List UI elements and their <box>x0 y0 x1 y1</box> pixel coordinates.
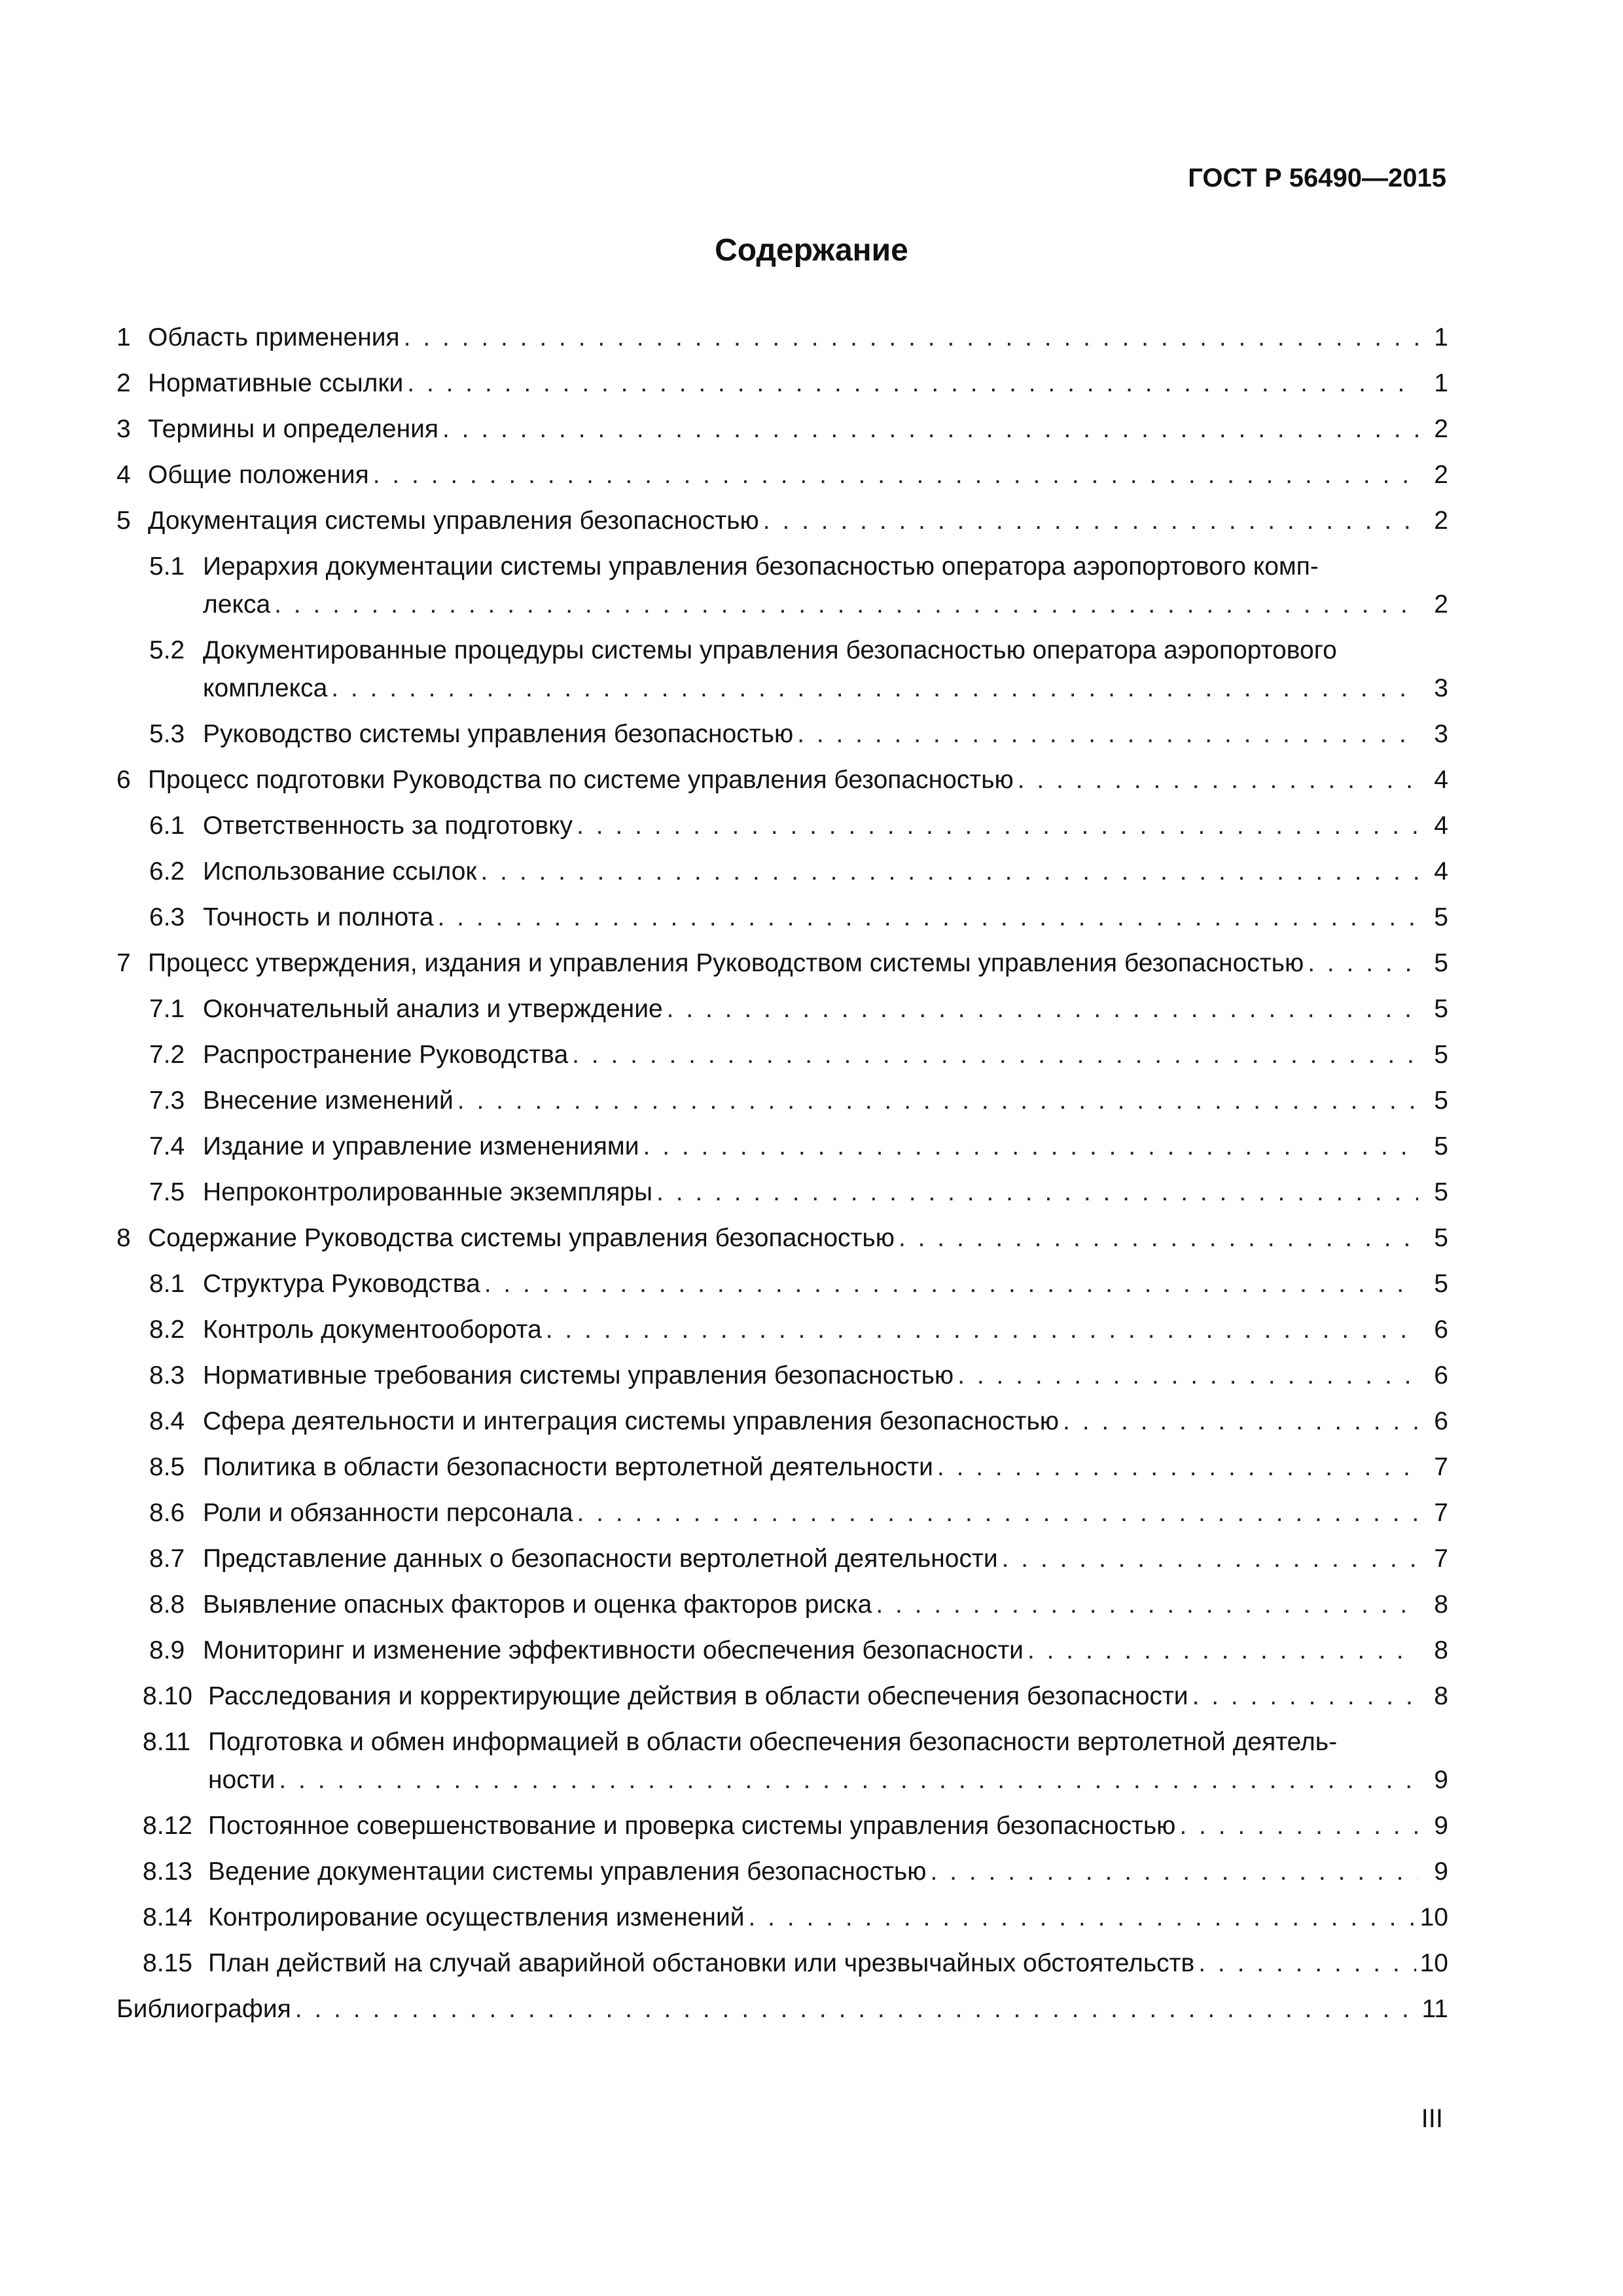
dot-leader <box>577 1494 1418 1532</box>
toc-entry-title: Представление данных о безопасности вертолетной деятельности <box>203 1545 998 1573</box>
toc-entry-page: 5 <box>1434 949 1448 977</box>
toc-entry <box>116 1494 1448 1532</box>
toc-entry <box>116 502 1448 540</box>
toc-entry-title: Окончательный анализ и утверждение <box>203 995 663 1023</box>
dot-leader <box>1192 1677 1418 1715</box>
toc-entry <box>116 899 1448 937</box>
toc-entry-title: Нормативные требования системы управления безопасностью <box>203 1361 954 1390</box>
toc-entry-number: 7.2 <box>149 1041 185 1069</box>
dot-leader <box>404 319 1418 357</box>
toc-entry-number: 5.1 <box>149 552 185 581</box>
toc-entry <box>116 1403 1448 1441</box>
dot-leader <box>656 1174 1418 1211</box>
dot-leader <box>484 1265 1418 1303</box>
toc-entry-number: 7.4 <box>149 1132 185 1160</box>
dot-leader <box>1179 1807 1418 1845</box>
toc-entry-page: 9 <box>1434 1857 1448 1886</box>
dot-leader <box>1308 944 1418 982</box>
toc-entry-page: 5 <box>1434 1041 1448 1069</box>
toc-entry <box>116 761 1448 799</box>
toc-entry-number: 5.3 <box>149 720 185 748</box>
toc-entry-title: Структура Руководства <box>203 1270 480 1298</box>
dot-leader <box>876 1586 1418 1624</box>
toc-entry-title: Использование ссылок <box>203 857 477 886</box>
toc-entry-page: 6 <box>1434 1361 1448 1390</box>
toc-entry-title: Расследования и корректирующие действия в области обеспечения безопасности <box>208 1682 1188 1710</box>
toc-entry-number: 8.9 <box>149 1636 185 1664</box>
toc-entry-number: 8.8 <box>149 1590 185 1619</box>
toc-entry <box>116 1219 1448 1257</box>
toc-entry <box>116 1174 1448 1211</box>
toc-entry <box>116 807 1448 845</box>
toc-entry-number: 6.1 <box>149 812 185 840</box>
toc-entry-page: 5 <box>1434 1270 1448 1298</box>
toc-entry-page: 9 <box>1434 1812 1448 1840</box>
dot-leader <box>957 1357 1418 1395</box>
toc-entry <box>116 1265 1448 1303</box>
dot-leader <box>797 715 1418 753</box>
toc-entry-page: 10 <box>1419 1903 1448 1931</box>
toc-entry-number: 5.2 <box>149 636 185 664</box>
toc-entry-title: Ведение документации системы управления безопасностью <box>208 1857 927 1886</box>
toc-entry <box>116 1945 1448 1982</box>
toc-entry-page: 5 <box>1434 995 1448 1023</box>
dot-leader <box>1018 761 1418 799</box>
toc-entry-page: 5 <box>1434 1178 1448 1206</box>
toc-entry-page: 6 <box>1434 1316 1448 1344</box>
toc-entry-page: 1 <box>1434 323 1448 351</box>
toc-entry-number: 8.5 <box>149 1453 185 1481</box>
dot-leader <box>899 1219 1418 1257</box>
toc-entry-number: 7.3 <box>149 1086 185 1115</box>
toc-entry <box>116 1677 1448 1715</box>
toc-entry <box>116 365 1448 403</box>
dot-leader <box>763 502 1418 540</box>
toc-entry <box>116 1540 1448 1578</box>
toc-entry <box>116 1448 1448 1486</box>
toc-entry-title: Внесение изменений <box>203 1086 454 1115</box>
toc-entry-number: 8.13 <box>143 1857 192 1886</box>
toc-entry-title: Контролирование осуществления изменений <box>208 1903 745 1931</box>
toc-entry-page: 5 <box>1434 1224 1448 1252</box>
toc-entry-title: Документация системы управления безопасностью <box>148 507 759 535</box>
toc-entry-page: 5 <box>1434 903 1448 931</box>
toc-entry-title: Область применения <box>148 323 400 351</box>
toc-entry-page: 3 <box>1434 720 1448 748</box>
toc-entry-title: Распространение Руководства <box>203 1041 569 1069</box>
toc-entry <box>116 990 1448 1028</box>
toc-entry-page: 10 <box>1419 1949 1448 1977</box>
toc-entry <box>116 1853 1448 1891</box>
toc-entry-page: 3 <box>1434 674 1448 702</box>
toc-entry-number: 8.2 <box>149 1316 185 1344</box>
toc-entry <box>116 632 1448 708</box>
dot-leader <box>1027 1632 1418 1670</box>
toc-entry <box>116 715 1448 753</box>
toc-entry-number: 8.15 <box>143 1949 192 1977</box>
toc-entry <box>116 1723 1448 1799</box>
toc-entry-title: ности <box>208 1766 276 1794</box>
toc-entry-title: Общие положения <box>148 461 369 489</box>
toc-entry-page: 1 <box>1434 369 1448 397</box>
toc-entry-page: 6 <box>1434 1407 1448 1435</box>
toc-entry-number: 8.10 <box>143 1682 192 1710</box>
toc-entry-title: Содержание Руководства системы управления безопасностью <box>148 1224 895 1252</box>
toc-entry-title: Иерархия документации системы управления безопасностью оператора аэропортового комп- <box>203 552 1319 581</box>
toc-entry-number: 4 <box>116 461 131 489</box>
toc-entry <box>116 319 1448 357</box>
toc-entry-page: 7 <box>1434 1453 1448 1481</box>
toc-entry-number: 6 <box>116 766 131 794</box>
toc-entry-page: 4 <box>1434 812 1448 840</box>
toc-entry-number: 6.2 <box>149 857 185 886</box>
toc-entry <box>116 1899 1448 1937</box>
toc-entry-title: Процесс подготовки Руководства по системе управления безопасностью <box>148 766 1014 794</box>
toc-entry-title: Издание и управление изменениями <box>203 1132 639 1160</box>
toc-entry-page: 5 <box>1434 1132 1448 1160</box>
dot-leader <box>1198 1945 1416 1982</box>
toc-entry-number: 7.5 <box>149 1178 185 1206</box>
dot-leader <box>407 365 1418 403</box>
dot-leader <box>279 1761 1418 1799</box>
toc-entry-number: 5 <box>116 507 131 535</box>
toc-entry <box>116 853 1448 891</box>
toc-title: Содержание <box>715 233 908 268</box>
toc-entry-title: Роли и обязанности персонала <box>203 1499 573 1527</box>
toc-entry-title: Документированные процедуры системы управления безопасностью оператора аэропортового <box>203 636 1337 664</box>
toc-entry <box>116 1357 1448 1395</box>
toc-entry-title: Контроль документооборота <box>203 1316 542 1344</box>
toc-entry-number: 8.3 <box>149 1361 185 1390</box>
toc-entry-page: 8 <box>1434 1636 1448 1664</box>
toc-entry-title: комплекса <box>203 674 328 702</box>
toc-entry-title: Подготовка и обмен информацией в области обеспечения безопасности вертолетной деятель- <box>208 1728 1338 1756</box>
toc-entry-title: Руководство системы управления безопасностью <box>203 720 794 748</box>
toc-entry-number: 8.7 <box>149 1545 185 1573</box>
dot-leader <box>457 1082 1418 1120</box>
toc-entry-number: 8.6 <box>149 1499 185 1527</box>
toc-entry-number: 8 <box>116 1224 131 1252</box>
dot-leader <box>749 1899 1416 1937</box>
toc-entry-title: Сфера деятельности и интеграция системы управления безопасностью <box>203 1407 1060 1435</box>
toc-entry-title: План действий на случай аварийной обстановки или чрезвычайных обстоятельств <box>208 1949 1195 1977</box>
toc-entry-page: 2 <box>1434 507 1448 535</box>
standard-number: ГОСТ Р 56490—2015 <box>1188 164 1446 192</box>
toc-entry-number: 7.1 <box>149 995 185 1023</box>
dot-leader <box>572 1036 1418 1074</box>
toc-entry-title: Точность и полнота <box>203 903 434 931</box>
toc-entry <box>116 410 1448 448</box>
dot-leader <box>442 410 1418 448</box>
dot-leader <box>667 990 1418 1028</box>
dot-leader <box>1002 1540 1418 1578</box>
dot-leader <box>373 456 1418 494</box>
toc-entry-number: 8.4 <box>149 1407 185 1435</box>
dot-leader <box>937 1448 1418 1486</box>
toc-entry <box>116 548 1448 624</box>
table-of-contents <box>116 311 1448 2028</box>
toc-entry-title: Нормативные ссылки <box>148 369 404 397</box>
toc-entry-page: 9 <box>1434 1766 1448 1794</box>
toc-entry-page: 4 <box>1434 766 1448 794</box>
dot-leader <box>331 670 1418 708</box>
toc-entry-number: 6.3 <box>149 903 185 931</box>
toc-entry <box>116 1807 1448 1845</box>
toc-entry-number: 1 <box>116 323 131 351</box>
toc-entry-page: 7 <box>1434 1499 1448 1527</box>
toc-entry <box>116 1128 1448 1166</box>
dot-leader <box>274 586 1418 624</box>
toc-entry-title: Термины и определения <box>148 415 439 443</box>
dot-leader <box>931 1853 1418 1891</box>
toc-entry-page: 2 <box>1434 590 1448 619</box>
toc-entry-title: Непроконтролированные экземпляры <box>203 1178 653 1206</box>
toc-entry-number: 8.14 <box>143 1903 192 1931</box>
dot-leader <box>643 1128 1418 1166</box>
toc-entry <box>116 1632 1448 1670</box>
toc-entry-page: 8 <box>1434 1682 1448 1710</box>
toc-entry-title: Постоянное совершенствование и проверка системы управления безопасностью <box>208 1812 1176 1840</box>
toc-entry-title: Выявление опасных факторов и оценка факторов риска <box>203 1590 872 1619</box>
toc-entry-page: 2 <box>1434 415 1448 443</box>
toc-entry-page: 7 <box>1434 1545 1448 1573</box>
toc-entry-number: 3 <box>116 415 131 443</box>
toc-entry-number: 7 <box>116 949 131 977</box>
toc-entry-title: Ответственность за подготовку <box>203 812 573 840</box>
toc-entry-number: 8.1 <box>149 1270 185 1298</box>
toc-entry <box>116 456 1448 494</box>
toc-entry-title: лекса <box>203 590 271 619</box>
toc-entry-page: 5 <box>1434 1086 1448 1115</box>
toc-entry-page: 2 <box>1434 461 1448 489</box>
dot-leader <box>481 853 1419 891</box>
toc-entry-title: Политика в области безопасности вертолетной деятельности <box>203 1453 933 1481</box>
dot-leader <box>295 1990 1418 2028</box>
toc-entry <box>116 1082 1448 1120</box>
toc-entry-number: 8.12 <box>143 1812 192 1840</box>
toc-entry <box>116 944 1448 982</box>
dot-leader <box>438 899 1419 937</box>
toc-entry <box>116 1586 1448 1624</box>
dot-leader <box>1063 1403 1418 1441</box>
toc-entry <box>116 1990 1448 2028</box>
toc-entry <box>116 1036 1448 1074</box>
toc-entry <box>116 1311 1448 1349</box>
page-number: III <box>1421 2104 1443 2133</box>
toc-entry-page: 11 <box>1421 1995 1448 2023</box>
toc-entry-page: 4 <box>1434 857 1448 886</box>
toc-entry-number: 2 <box>116 369 131 397</box>
toc-entry-title: Процесс утверждения, издания и управления Руководством системы управления безопасностью <box>148 949 1304 977</box>
toc-entry-number: 8.11 <box>143 1728 191 1756</box>
dot-leader <box>577 807 1418 845</box>
dot-leader <box>546 1311 1418 1349</box>
toc-entry-title: Библиография <box>116 1995 291 2023</box>
toc-entry-page: 8 <box>1434 1590 1448 1619</box>
toc-entry-title: Мониторинг и изменение эффективности обеспечения безопасности <box>203 1636 1024 1664</box>
